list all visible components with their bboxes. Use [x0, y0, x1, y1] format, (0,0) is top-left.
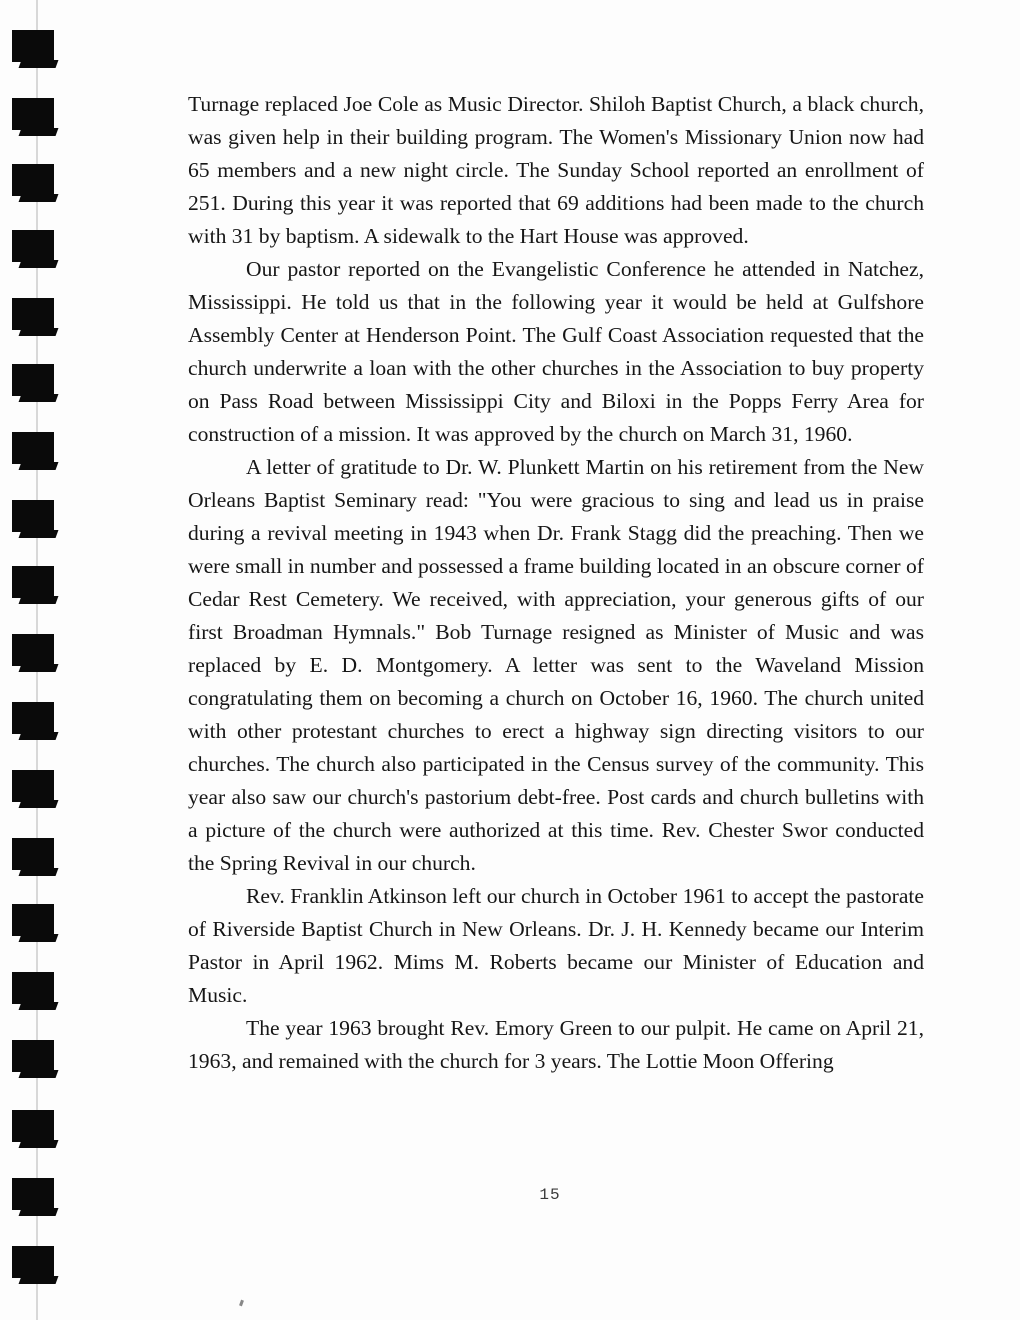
binding-hole [12, 364, 54, 396]
paragraph-5: The year 1963 brought Rev. Emory Green to our pulpit. He came on April 21, 1963, and remained with the church for 3 years. The Lottie Moon Offering [188, 1016, 924, 1073]
paragraph-4: Rev. Franklin Atkinson left our church in October 1961 to accept the pastorate of Riverside Baptist Church in New Orleans. Dr. J. H. Kennedy became our Interim Pastor in April 1962. Mims M. Roberts became our Minister of Education and Music. [188, 884, 924, 1007]
binding-hole [12, 164, 54, 196]
binding-hole [12, 1246, 54, 1278]
binding-hole [12, 230, 54, 262]
binding-hole [12, 770, 54, 802]
binding-hole [12, 298, 54, 330]
binding-hole [12, 972, 54, 1004]
binding-hole [12, 432, 54, 464]
binding-hole [12, 1040, 54, 1072]
binding-hole [12, 904, 54, 936]
binding-hole [12, 566, 54, 598]
paragraph-3: A letter of gratitude to Dr. W. Plunkett Martin on his retirement from the New Orleans Baptist Seminary read: "You were gracious to sing and lead us in praise during a revival meeting in 1943 when Dr. Frank Stagg did the preaching. Then we were small in number and possessed a frame building located in an obscure corner of Cedar Rest Cemetery. We received, with appreciation, your generous gifts of our first Broadman Hymnals." Bob Turnage resigned as Minister of Music and was replaced by E. D. Montgomery. A letter was sent to the Waveland Mission congratulating them on becoming a church on October 16, 1960. The church united with other protestant churches to erect a highway sign directing visitors to our churches. The church also participated in the Census survey of the community. This year also saw our church's pastorium debt-free. Post cards and church bulletins with a picture of the church were authorized at this time. Rev. Chester Swor conducted the Spring Revival in our church. [188, 455, 924, 875]
paragraph-1: Turnage replaced Joe Cole as Music Director. Shiloh Baptist Church, a black church, was given help in their building program. The Women's Missionary Union now had 65 members and a new night circle. The Sunday School reported an enrollment of 251. During this year it was reported that 69 additions had been made to the church with 31 by baptism. A sidewalk to the Hart House was approved. [188, 92, 924, 248]
binding-hole [12, 634, 54, 666]
paragraph-2: Our pastor reported on the Evangelistic Conference he attended in Natchez, Mississippi. He told us that in the following year it would be held at Gulfshore Assembly Center at Henderson Point. The Gulf Coast Association requested that the church underwrite a loan with the other churches in the Association to buy property on Pass Road between Mississippi City and Biloxi in the Popps Ferry Area for construction of a mission. It was approved by the church on March 31, 1960. [188, 257, 924, 446]
scan-speck [239, 1300, 244, 1307]
binding-hole [12, 702, 54, 734]
binding-hole [12, 1110, 54, 1142]
binding-hole [12, 500, 54, 532]
binding-hole [12, 838, 54, 870]
spiral-binding [0, 0, 70, 1320]
binding-hole [12, 98, 54, 130]
binding-hole [12, 30, 54, 62]
body-text [188, 88, 924, 1078]
page-number: 15 [539, 1186, 561, 1204]
